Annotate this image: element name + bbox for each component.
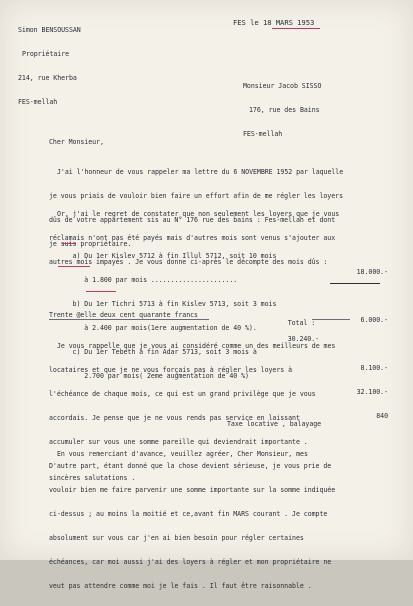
text-line: dûs de votre appartement sis au N° 176 rue des bains : Fes-mellah et dont: [49, 216, 336, 224]
rent-item-text: à 2.400 par mois(1ere augmentation de 40 %).: [72, 324, 257, 332]
rent-item-text: à 1.800 par mois ......................: [72, 276, 238, 284]
pen-mark: [58, 266, 90, 267]
recipient-line: FES-mellah: [243, 130, 283, 138]
text-line: ci-dessus ; au moins la moitié et ce,avant fin MARS courant . Je compte: [49, 510, 328, 518]
text-line: l'échéance de chaque mois, ce qui est un grand privilège que je vous: [49, 390, 316, 398]
rent-item-text: a) Du 1er Kislev 5712 à fin Illul 5712, soit 10 mois: [72, 252, 277, 260]
letter-date: FES le 18 MARS 1953: [233, 18, 315, 27]
sender-line: Propriétaire: [22, 50, 70, 58]
sender-line: FES-mellah: [18, 98, 58, 106]
text-line: D'autre part, étant donné que la chose devient sérieuse, je vous prie de: [49, 462, 332, 470]
text-line: je suis propriétaire.: [49, 240, 132, 248]
recipient-line: 176, rue des Bains: [249, 106, 320, 114]
sender-line: 214, rue Kherba: [18, 74, 77, 82]
rent-item-amount: 8.100.-: [360, 364, 388, 372]
date-pen-underline: [272, 28, 320, 29]
pen-mark: [86, 291, 116, 292]
total-amount: 30.240.-: [287, 335, 320, 343]
rent-item-text: c) Du 1er Tebeth à fin Adar 5713, soit 3 mois à: [72, 348, 257, 356]
rent-item-a: [49, 244, 394, 260]
text-line: sincères salutations .: [49, 474, 136, 482]
recipient-line: Monsieur Jacob SISSO: [243, 82, 322, 90]
text-line: Je vous rappelle que je vous ai considéré comme un des meilleurs de mes: [57, 342, 336, 350]
text-line: locataires et que je ne vous forçais pas à régler les loyers à: [49, 366, 293, 374]
sender-line: Simon BENSOUSSAN: [18, 26, 81, 34]
text-line: réclamais n'ont pas été payés mais d'autres mois sont venus s'ajouter aux: [49, 234, 336, 242]
rent-item-b: [49, 292, 394, 308]
total-label: Total :: [287, 319, 316, 327]
rent-item-amount: 6.000.-: [360, 316, 388, 324]
text-line: échéances, car moi aussi j'ai des loyers à régler et mon propriétaire ne: [49, 558, 332, 566]
text-line: vouloir bien me faire parvenir une somme importante sur la somme indiquée: [49, 486, 336, 494]
subtotal-amount: 32.100.-: [356, 388, 388, 396]
sum-rule: [330, 283, 380, 284]
text-line: absolument sur vous car j'en ai bien besoin pour régler certaines: [49, 534, 304, 542]
total-underline: [49, 319, 209, 320]
text-line: accordais. Je pense que je ne vous rends pas service en laissant: [49, 414, 300, 422]
text-line: autres mois impayés . Je vous donne ci-après le décompte des mois dûs :: [49, 258, 328, 266]
text-line: accumuler sur vous une somme pareille qui deviendrait importante .: [49, 438, 308, 446]
total-in-words: Trente @elle deux cent quarante francs: [49, 311, 198, 319]
text-line: Or, j'ai le regret de constater que non seulement les loyers que je vous: [57, 210, 340, 218]
rent-item-text: 2.700 par mois( 2eme augmentation de 40 %): [72, 372, 249, 380]
text-line: En vous remerciant d'avance, veuillez agréer, Cher Monsieur, mes: [57, 450, 308, 458]
recipient-address: [243, 66, 321, 154]
sender-address: [18, 10, 81, 122]
pen-mark: [62, 243, 76, 244]
rent-item-text: b) Du 1er Tichri 5713 à fin Kislev 5713, soit 3 mois: [72, 300, 277, 308]
paragraph-closing: [49, 434, 389, 498]
text-line: je vous priais de vouloir bien faire un effort afin de me régler les loyers: [49, 192, 343, 200]
tax-label: Taxe locative , balayage: [227, 420, 322, 428]
tax-amount: 840: [376, 412, 388, 420]
text-line: J'ai l'honneur de vous rappeler ma lettre du 6 NOVEMBRE 1952 par laquelle: [57, 168, 344, 176]
rent-item-amount: 18.000.-: [356, 268, 388, 276]
text-line: veut pas attendre comme moi je le fais . Il faut être raisonnable .: [49, 582, 312, 590]
greeting: Cher Monsieur,: [49, 138, 104, 146]
total-amount-underline: [312, 319, 350, 320]
rent-item-a-line2: [49, 268, 394, 284]
